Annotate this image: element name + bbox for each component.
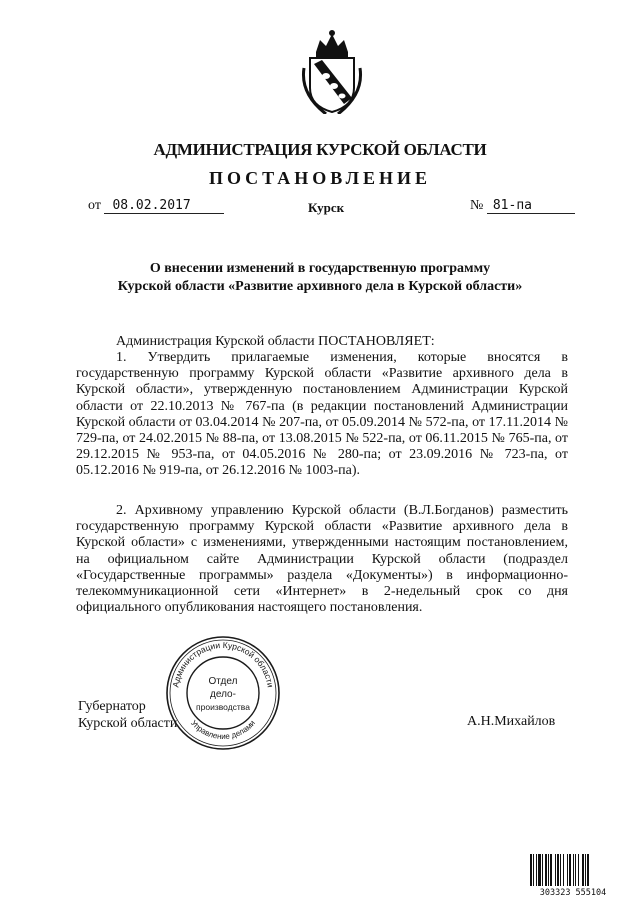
office-stamp (164, 634, 282, 752)
paragraph-1: 1. Утвердить прилагаемые изменения, которые вносятся в государственную программу Курской области «Развитие архивного дела в Курской области», утвержденную постановлением Администрации Курской области от 22.10.2013 № 767-па (в редакции постановлений Администрации Курской области от 03.04.2014 № 207-па, от 05.09.2014 № 572-па, от 17.11.2014 № 729-па, от 24.02.2015 № 88-па, от 13.08.2015 № 522-па, от 06.11.2015 № 765-па, от 29.12.2015 № 953-па, от 04.05.2016 № 280-па; от 23.09.2016 № 723-па, от 05.12.2016 № 919-па, от 26.12.2016 № 1003-па). (76, 350, 568, 479)
number-prefix: № (470, 198, 484, 213)
barcode-bar (557, 854, 559, 886)
barcode (528, 853, 618, 897)
barcode-bar (567, 854, 568, 886)
intro-paragraph: Администрация Курской области ПОСТАНОВЛЯЕТ: (116, 334, 435, 349)
barcode-bar (530, 854, 532, 886)
stamp-center-line-2: дело- (210, 689, 236, 700)
date-block (88, 198, 224, 214)
barcode-bar (587, 854, 589, 886)
barcode-bar (573, 854, 574, 886)
subject-line-1: О внесении изменений в государственную программу (149, 261, 491, 276)
date-prefix: от (88, 198, 101, 213)
barcode-bar (575, 854, 576, 886)
barcode-bar (569, 854, 571, 886)
barcode-bar (555, 854, 556, 886)
subject-line-2: Курской области «Развитие архивного дела в Курской области» (117, 279, 523, 294)
barcode-bar (545, 854, 547, 886)
barcode-bars (530, 854, 589, 886)
barcode-bar (585, 854, 586, 886)
document-subject (0, 260, 640, 296)
barcode-bar (533, 854, 534, 886)
signatory-title-line-2: Курской области (78, 716, 178, 731)
barcode-bar (563, 854, 564, 886)
document-number: 81-па (487, 198, 575, 214)
stamp-ring-bottom-text: Управление делами (188, 718, 258, 742)
barcode-bar (548, 854, 549, 886)
number-block (470, 198, 575, 214)
stamp-center-line-1: Отдел (208, 676, 238, 687)
signatory-name: А.Н.Михайлов (467, 714, 556, 729)
barcode-bar (550, 854, 552, 886)
organization-title: АДМИНИСТРАЦИЯ КУРСКОЙ ОБЛАСТИ (153, 140, 487, 159)
stamp-center-line-3: производства (196, 702, 250, 712)
barcode-bar (538, 854, 541, 886)
barcode-bar (578, 854, 579, 886)
barcode-bar (536, 854, 537, 886)
barcode-bar (582, 854, 584, 886)
barcode-bar (560, 854, 561, 886)
city: Курск (308, 200, 345, 215)
signatory-title (78, 698, 177, 732)
document-date: 08.02.2017 (104, 198, 224, 214)
signatory-title-line-1: Губернатор (78, 699, 146, 714)
barcode-digits: 303323 555104 (539, 888, 607, 897)
barcode-bar (542, 854, 543, 886)
document-type: ПОСТАНОВЛЕНИЕ (208, 168, 432, 188)
coat-of-arms-emblem (296, 28, 368, 114)
stamp-ring-text: Администрации Курской области (170, 639, 276, 689)
paragraph-2: 2. Архивному управлению Курской области (В.Л.Богданов) разместить государственную программу Курской области «Развитие архивного дела в Курской области» с изменениями, утвержденными настоящим постановлением, на официальном сайте Администрации Курской области (подраздел «Государственные программы» раздела «Документы») в информационно-телекоммуникационной сети «Интернет» в 2-недельный срок со дня официального опубликования настоящего постановления. (76, 503, 568, 616)
